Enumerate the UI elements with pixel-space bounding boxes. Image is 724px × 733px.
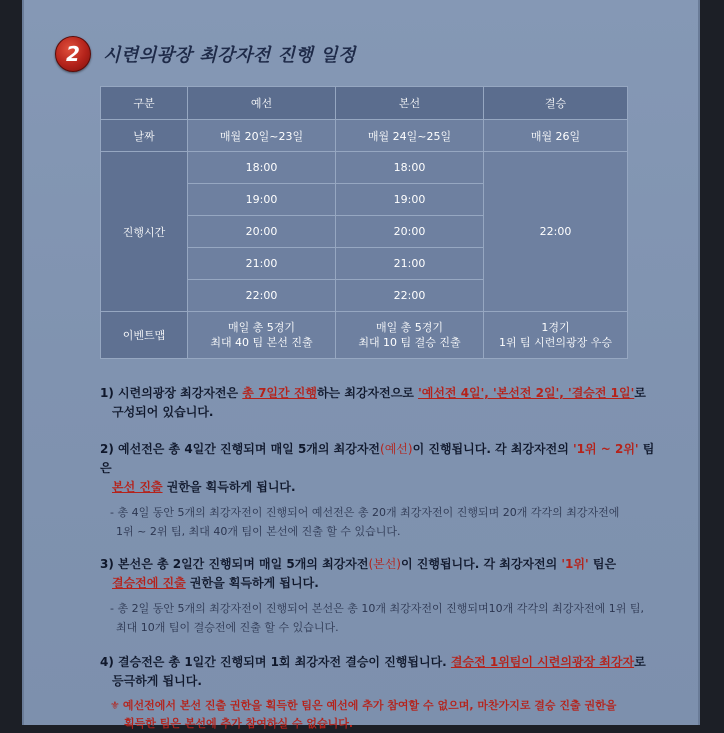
section-header xyxy=(55,36,356,72)
time-main-3: 20:00 xyxy=(336,216,484,248)
note-3-e: 팀은 xyxy=(588,557,617,571)
table-row-date xyxy=(101,120,628,152)
note-1 xyxy=(100,384,660,422)
note-2-sub2: 1위 ~ 2위 팀, 최대 40개 팀이 본선에 진출 할 수 있습니다. xyxy=(116,525,401,538)
note-4 xyxy=(100,653,660,733)
time-prelim-2: 19:00 xyxy=(188,184,336,216)
note-1-a: 1) 시련의광장 최강자전은 xyxy=(100,386,243,400)
note-3-sub1: - 총 2일 동안 5개의 최강자전이 진행되어 본선은 총 10개 최강자전이 진행되며10개 각각의 최강자전에 1위 팀, xyxy=(110,602,644,615)
note-4-b: 결승전 1위팀이 시련의광장 최강자 xyxy=(450,655,635,669)
time-main-4: 21:00 xyxy=(336,248,484,280)
note-2-d: '1위 ~ 2위' xyxy=(572,442,639,456)
note-2-c: 이 진행됩니다. 각 최강자전의 xyxy=(412,442,573,456)
header-main: 본선 xyxy=(336,87,484,120)
time-prelim-3: 20:00 xyxy=(188,216,336,248)
note-3-sub xyxy=(100,599,660,637)
time-main-1: 18:00 xyxy=(336,152,484,184)
map-main xyxy=(336,312,484,359)
notes-list xyxy=(100,384,660,733)
note-1-e: 로 xyxy=(634,386,646,400)
note-4-a: 4) 결승전은 총 1일간 진행되며 1회 최강자전 결승이 진행됩니다. xyxy=(100,655,451,669)
note-2 xyxy=(100,440,660,541)
note-2-g: 권한을 획득하게 됩니다. xyxy=(162,480,296,494)
time-main-2: 19:00 xyxy=(336,184,484,216)
time-main-5: 22:00 xyxy=(336,280,484,312)
table-row-time xyxy=(101,152,628,184)
date-prelim: 매월 20일~23일 xyxy=(188,120,336,152)
map-final xyxy=(484,312,628,359)
note-2-f: 본선 진출 xyxy=(112,480,163,494)
section-number-badge: 2 xyxy=(55,36,91,72)
map-final-line2: 1위 팀 시련의광장 우승 xyxy=(498,336,613,349)
time-final: 22:00 xyxy=(484,152,628,312)
note-2-sub1: - 총 4일 동안 5개의 최강자전이 진행되어 예선전은 총 20개 최강자전이 진행되며 20개 각각의 최강자전에 xyxy=(110,506,620,519)
note-2-sub xyxy=(100,503,660,541)
note-1-c: 하는 최강자전으로 xyxy=(316,386,419,400)
table-header-row xyxy=(101,87,628,120)
header-category: 구분 xyxy=(101,87,188,120)
note-1-f: 구성되어 있습니다. xyxy=(112,405,214,419)
map-main-line1: 매일 총 5경기 xyxy=(375,321,444,334)
header-prelim: 예선 xyxy=(188,87,336,120)
time-prelim-5: 22:00 xyxy=(188,280,336,312)
note-3-d: '1위' xyxy=(561,557,589,571)
fleur-icon: ⚜ xyxy=(110,699,120,712)
note-1-d: '예선전 4일', '본선전 2일', '결승전 1일' xyxy=(418,386,635,400)
note-3-c: 이 진행됩니다. 각 최강자전의 xyxy=(401,557,562,571)
map-prelim-line2: 최대 40 팀 본선 진출 xyxy=(210,336,313,349)
note-3-b: (본선) xyxy=(368,557,401,571)
map-final-line1: 1경기 xyxy=(541,321,570,334)
row-label-time: 진행시간 xyxy=(101,152,188,312)
note-2-line2 xyxy=(100,478,660,497)
note-3-a: 3) 본선은 총 2일간 진행되며 매일 5개의 최강자전 xyxy=(100,557,369,571)
note-2-e: 팀은 xyxy=(100,442,655,475)
date-main: 매월 24일~25일 xyxy=(336,120,484,152)
table-row-map xyxy=(101,312,628,359)
note-3-g: 권한을 획득하게 됩니다. xyxy=(185,576,319,590)
schedule-table xyxy=(100,86,628,359)
row-label-date: 날짜 xyxy=(101,120,188,152)
note-4-warn1: 예선전에서 본선 진출 권한을 획득한 팀은 예선에 추가 참여할 수 없으며, 마찬가지로 결승 진출 권한을 xyxy=(122,699,617,712)
map-main-line2: 최대 10 팀 결승 진출 xyxy=(358,336,461,349)
section-title: 시련의광장 최강자전 진행 일정 xyxy=(103,45,356,66)
note-2-b: (예선) xyxy=(380,442,413,456)
map-prelim xyxy=(188,312,336,359)
note-3-f: 결승전에 진출 xyxy=(112,576,186,590)
header-final: 결승 xyxy=(484,87,628,120)
date-final: 매월 26일 xyxy=(484,120,628,152)
row-label-map: 이벤트맵 xyxy=(101,312,188,359)
note-4-warning xyxy=(100,697,660,733)
time-prelim-1: 18:00 xyxy=(188,152,336,184)
note-4-c: 로 xyxy=(634,655,646,669)
note-4-warn2: 획득한 팀은 본선에 추가 참여하실 수 없습니다. xyxy=(124,717,354,730)
note-4-d: 등극하게 됩니다. xyxy=(112,674,202,688)
note-2-a: 2) 예선전은 총 4일간 진행되며 매일 5개의 최강자전 xyxy=(100,442,381,456)
time-prelim-4: 21:00 xyxy=(188,248,336,280)
note-3-sub2: 최대 10개 팀이 결승전에 진출 할 수 있습니다. xyxy=(116,621,339,634)
note-1-b: 총 7일간 진행 xyxy=(242,386,317,400)
map-prelim-line1: 매일 총 5경기 xyxy=(227,321,296,334)
note-3-line2 xyxy=(100,574,660,593)
note-3 xyxy=(100,555,660,637)
